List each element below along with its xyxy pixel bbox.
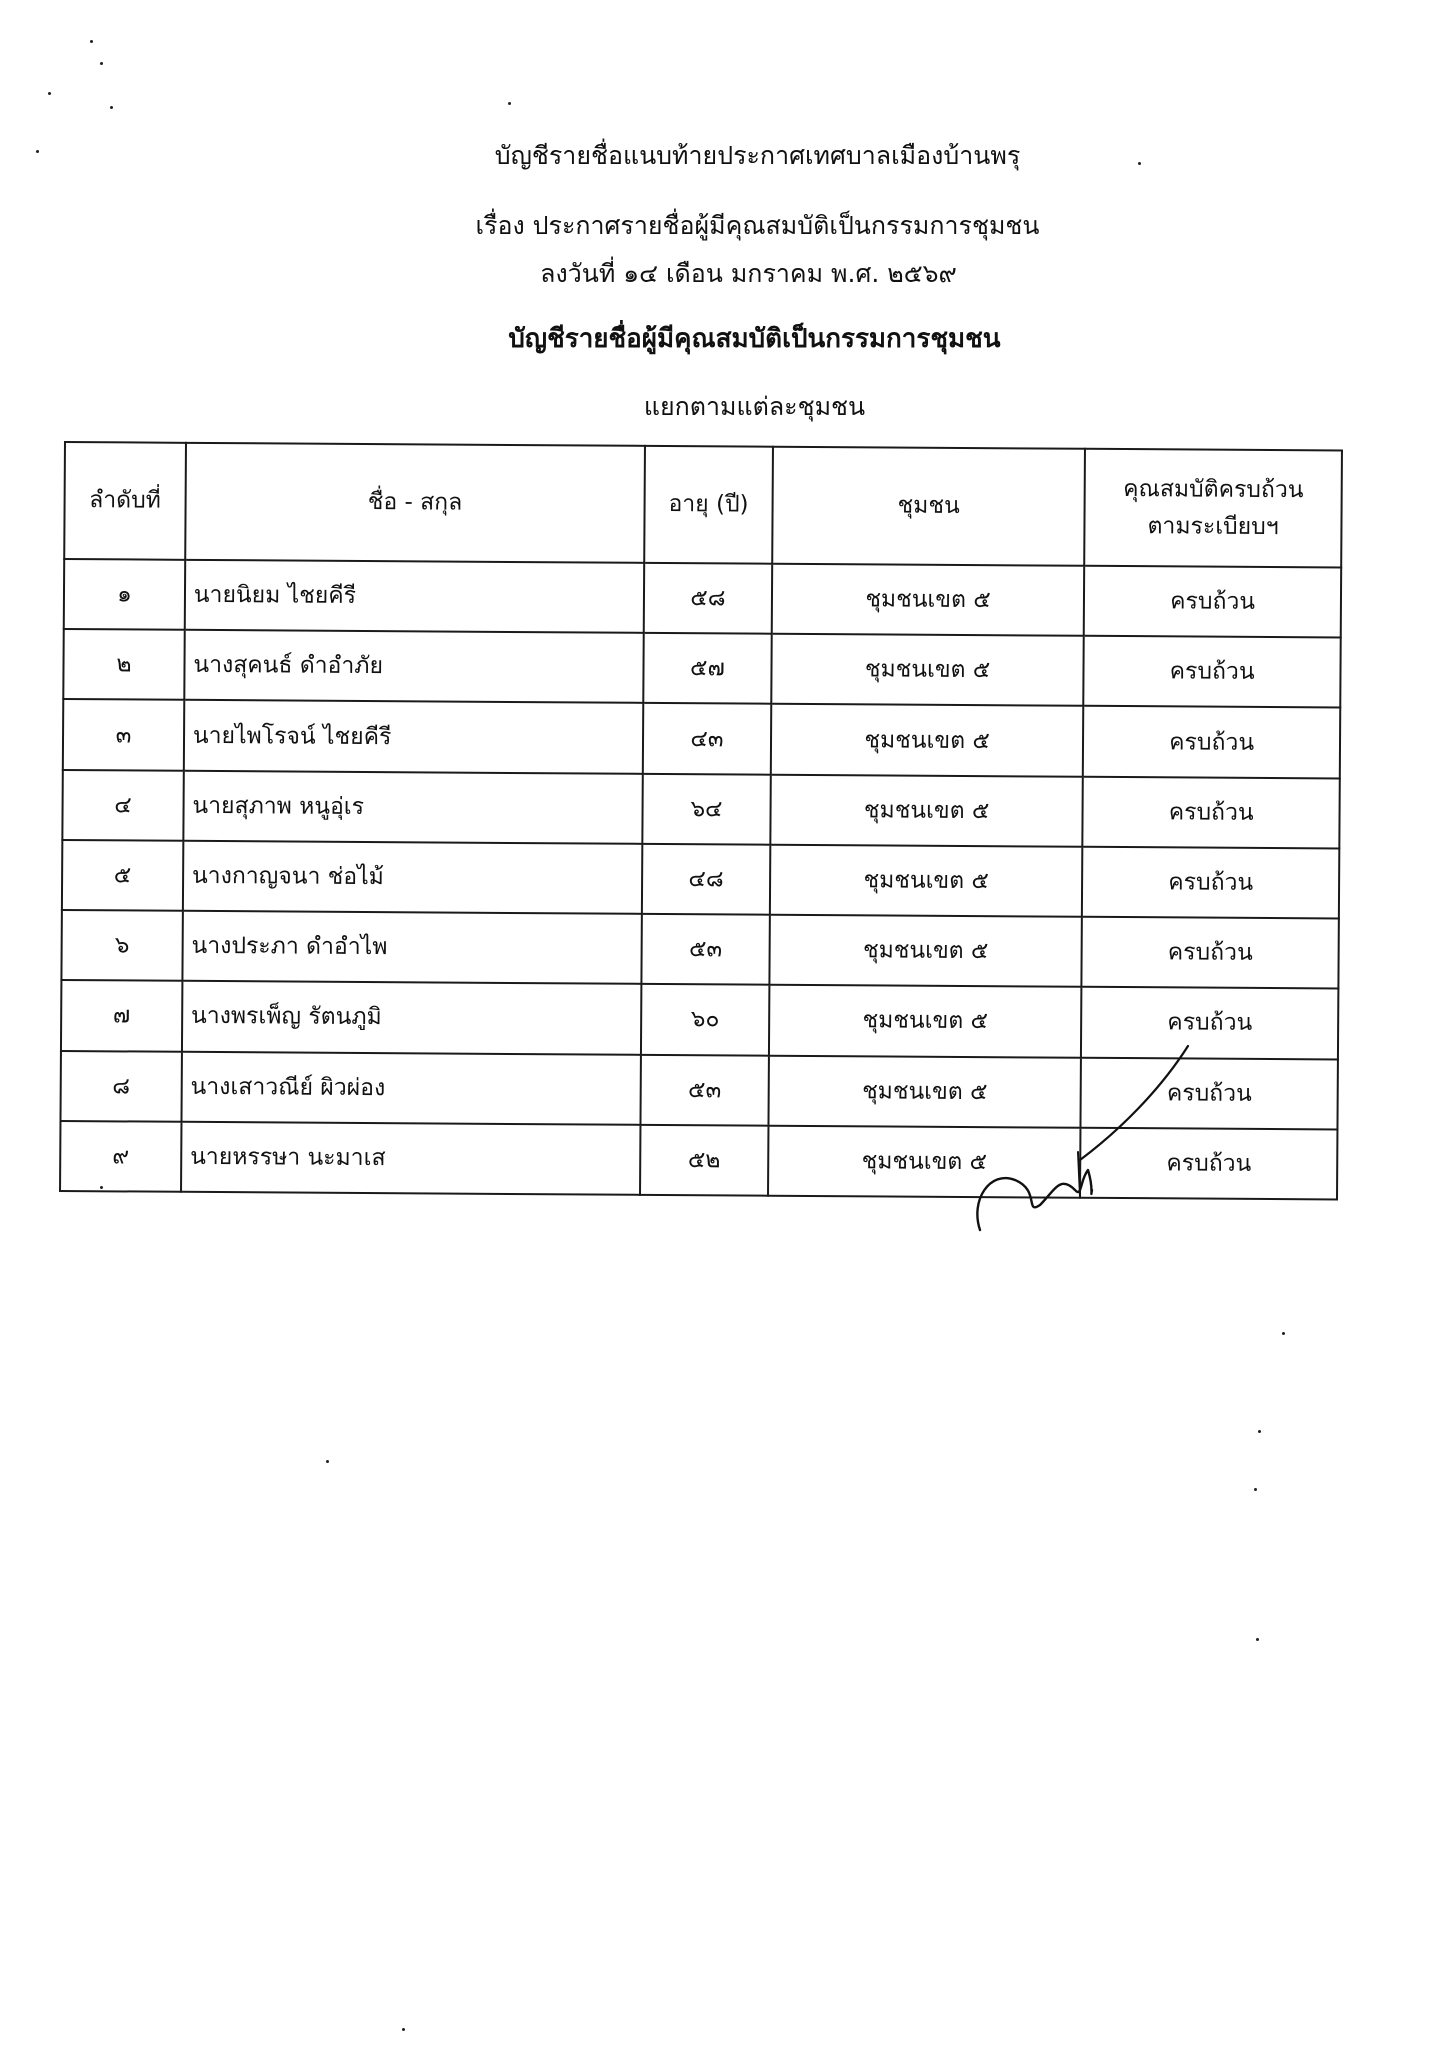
table-row: [61, 910, 1338, 989]
cell-no: ๙: [60, 1121, 181, 1192]
scan-speck: [100, 62, 103, 65]
scan-speck: [48, 92, 51, 95]
cell-community: ชุมชนเขต ๕: [768, 1055, 1081, 1127]
cell-no: ๑: [64, 559, 185, 630]
scan-speck: [1254, 1488, 1257, 1491]
list-subtitle: แยกตามแต่ละชุมชน: [643, 392, 866, 421]
cell-name: นายนิยม ไชยคีรี: [185, 560, 645, 633]
table-header-row: [64, 442, 1342, 567]
cell-age: ๖๐: [641, 984, 769, 1055]
cell-age: ๕๓: [641, 914, 769, 985]
scan-speck: [1282, 1332, 1285, 1335]
scan-speck: [326, 1460, 329, 1463]
cell-qualification: ครบถ้วน: [1084, 636, 1341, 708]
cell-age: ๕๗: [643, 633, 771, 704]
cell-qualification: ครบถ้วน: [1084, 566, 1341, 638]
cell-name: นายหรรษา นะมาเส: [181, 1122, 641, 1195]
cell-qualification: ครบถ้วน: [1082, 917, 1339, 989]
cell-no: ๖: [61, 910, 182, 981]
cell-community: ชุมชนเขต ๕: [769, 985, 1082, 1057]
cell-qualification: ครบถ้วน: [1083, 706, 1340, 778]
table-row: [62, 770, 1339, 849]
cell-age: ๕๒: [640, 1125, 768, 1196]
table-row: [62, 840, 1339, 919]
cell-qualification: ครบถ้วน: [1081, 987, 1338, 1059]
scan-speck: [110, 106, 113, 109]
heading-date: ลงวันที่ ๑๔ เดือน มกราคม พ.ศ. ๒๕๖๙: [540, 259, 957, 288]
cell-no: ๗: [61, 980, 182, 1051]
header-qualification: [1084, 449, 1341, 568]
cell-qualification: ครบถ้วน: [1080, 1128, 1337, 1200]
cell-community: ชุมชนเขต ๕: [771, 704, 1084, 776]
header-qualification-line1: คุณสมบัติครบถ้วน: [1123, 475, 1304, 503]
scan-speck: [36, 150, 39, 153]
table-row: [63, 629, 1340, 708]
cell-age: ๔๓: [643, 703, 771, 774]
table-row: [63, 699, 1340, 778]
cell-name: นางเสาวณีย์ ผิวผ่อง: [181, 1051, 641, 1124]
cell-community: ชุมชนเขต ๕: [772, 564, 1085, 636]
list-title: บัญชีรายชื่อผู้มีคุณสมบัติเป็นกรรมการชุมชน: [508, 324, 1001, 354]
scan-speck: [402, 2028, 405, 2031]
cell-age: ๔๘: [642, 844, 770, 915]
scan-speck: [508, 102, 511, 105]
cell-community: ชุมชนเขต ๕: [770, 774, 1083, 846]
cell-no: ๕: [62, 840, 183, 911]
cell-name: นางประภา ดำอำไพ: [182, 911, 642, 984]
cell-qualification: ครบถ้วน: [1082, 847, 1339, 919]
scan-speck: [1258, 1430, 1261, 1433]
signature-mark: [970, 1040, 1210, 1240]
cell-age: ๕๘: [644, 563, 772, 634]
cell-age: ๖๔: [642, 774, 770, 845]
header-age: อายุ (ปี): [644, 446, 773, 564]
cell-community: ชุมชนเขต ๕: [768, 1125, 1081, 1197]
cell-name: นางสุคนธ์ ดำอำภัย: [184, 630, 644, 703]
table-row: [64, 559, 1341, 638]
cell-no: ๓: [63, 699, 184, 770]
cell-name: นางกาญจนา ช่อไม้: [183, 841, 643, 914]
header-name: ชื่อ - สกุล: [185, 443, 645, 563]
cell-age: ๕๓: [641, 1054, 769, 1125]
header-community: ชุมชน: [772, 447, 1085, 566]
cell-community: ชุมชนเขต ๕: [770, 845, 1083, 917]
cell-name: นายสุภาพ หนูอุ่เร: [183, 770, 643, 843]
cell-name: นางพรเพ็ญ รัตนภูมิ: [182, 981, 642, 1054]
heading-line1: บัญชีรายชื่อแนบท้ายประกาศเทศบาลเมืองบ้านพรุ: [494, 141, 1021, 170]
cell-name: นายไพโรจน์ ไชยคีรี: [184, 700, 644, 773]
cell-no: ๒: [63, 629, 184, 700]
cell-qualification: ครบถ้วน: [1081, 1057, 1338, 1129]
scan-speck: [90, 40, 93, 43]
cell-no: ๔: [62, 770, 183, 841]
cell-qualification: ครบถ้วน: [1083, 776, 1340, 848]
scan-speck: [1138, 162, 1141, 165]
scan-speck: [100, 1186, 103, 1189]
cell-community: ชุมชนเขต ๕: [769, 915, 1082, 987]
scan-speck: [1256, 1638, 1259, 1641]
cell-no: ๘: [60, 1051, 181, 1122]
cell-community: ชุมชนเขต ๕: [771, 634, 1084, 706]
header-no: ลำดับที่: [64, 442, 186, 560]
header-qualification-line2: ตามระเบียบฯ: [1147, 512, 1279, 540]
heading-subject: เรื่อง ประกาศรายชื่อผู้มีคุณสมบัติเป็นกรรมการชุมชน: [475, 211, 1040, 240]
